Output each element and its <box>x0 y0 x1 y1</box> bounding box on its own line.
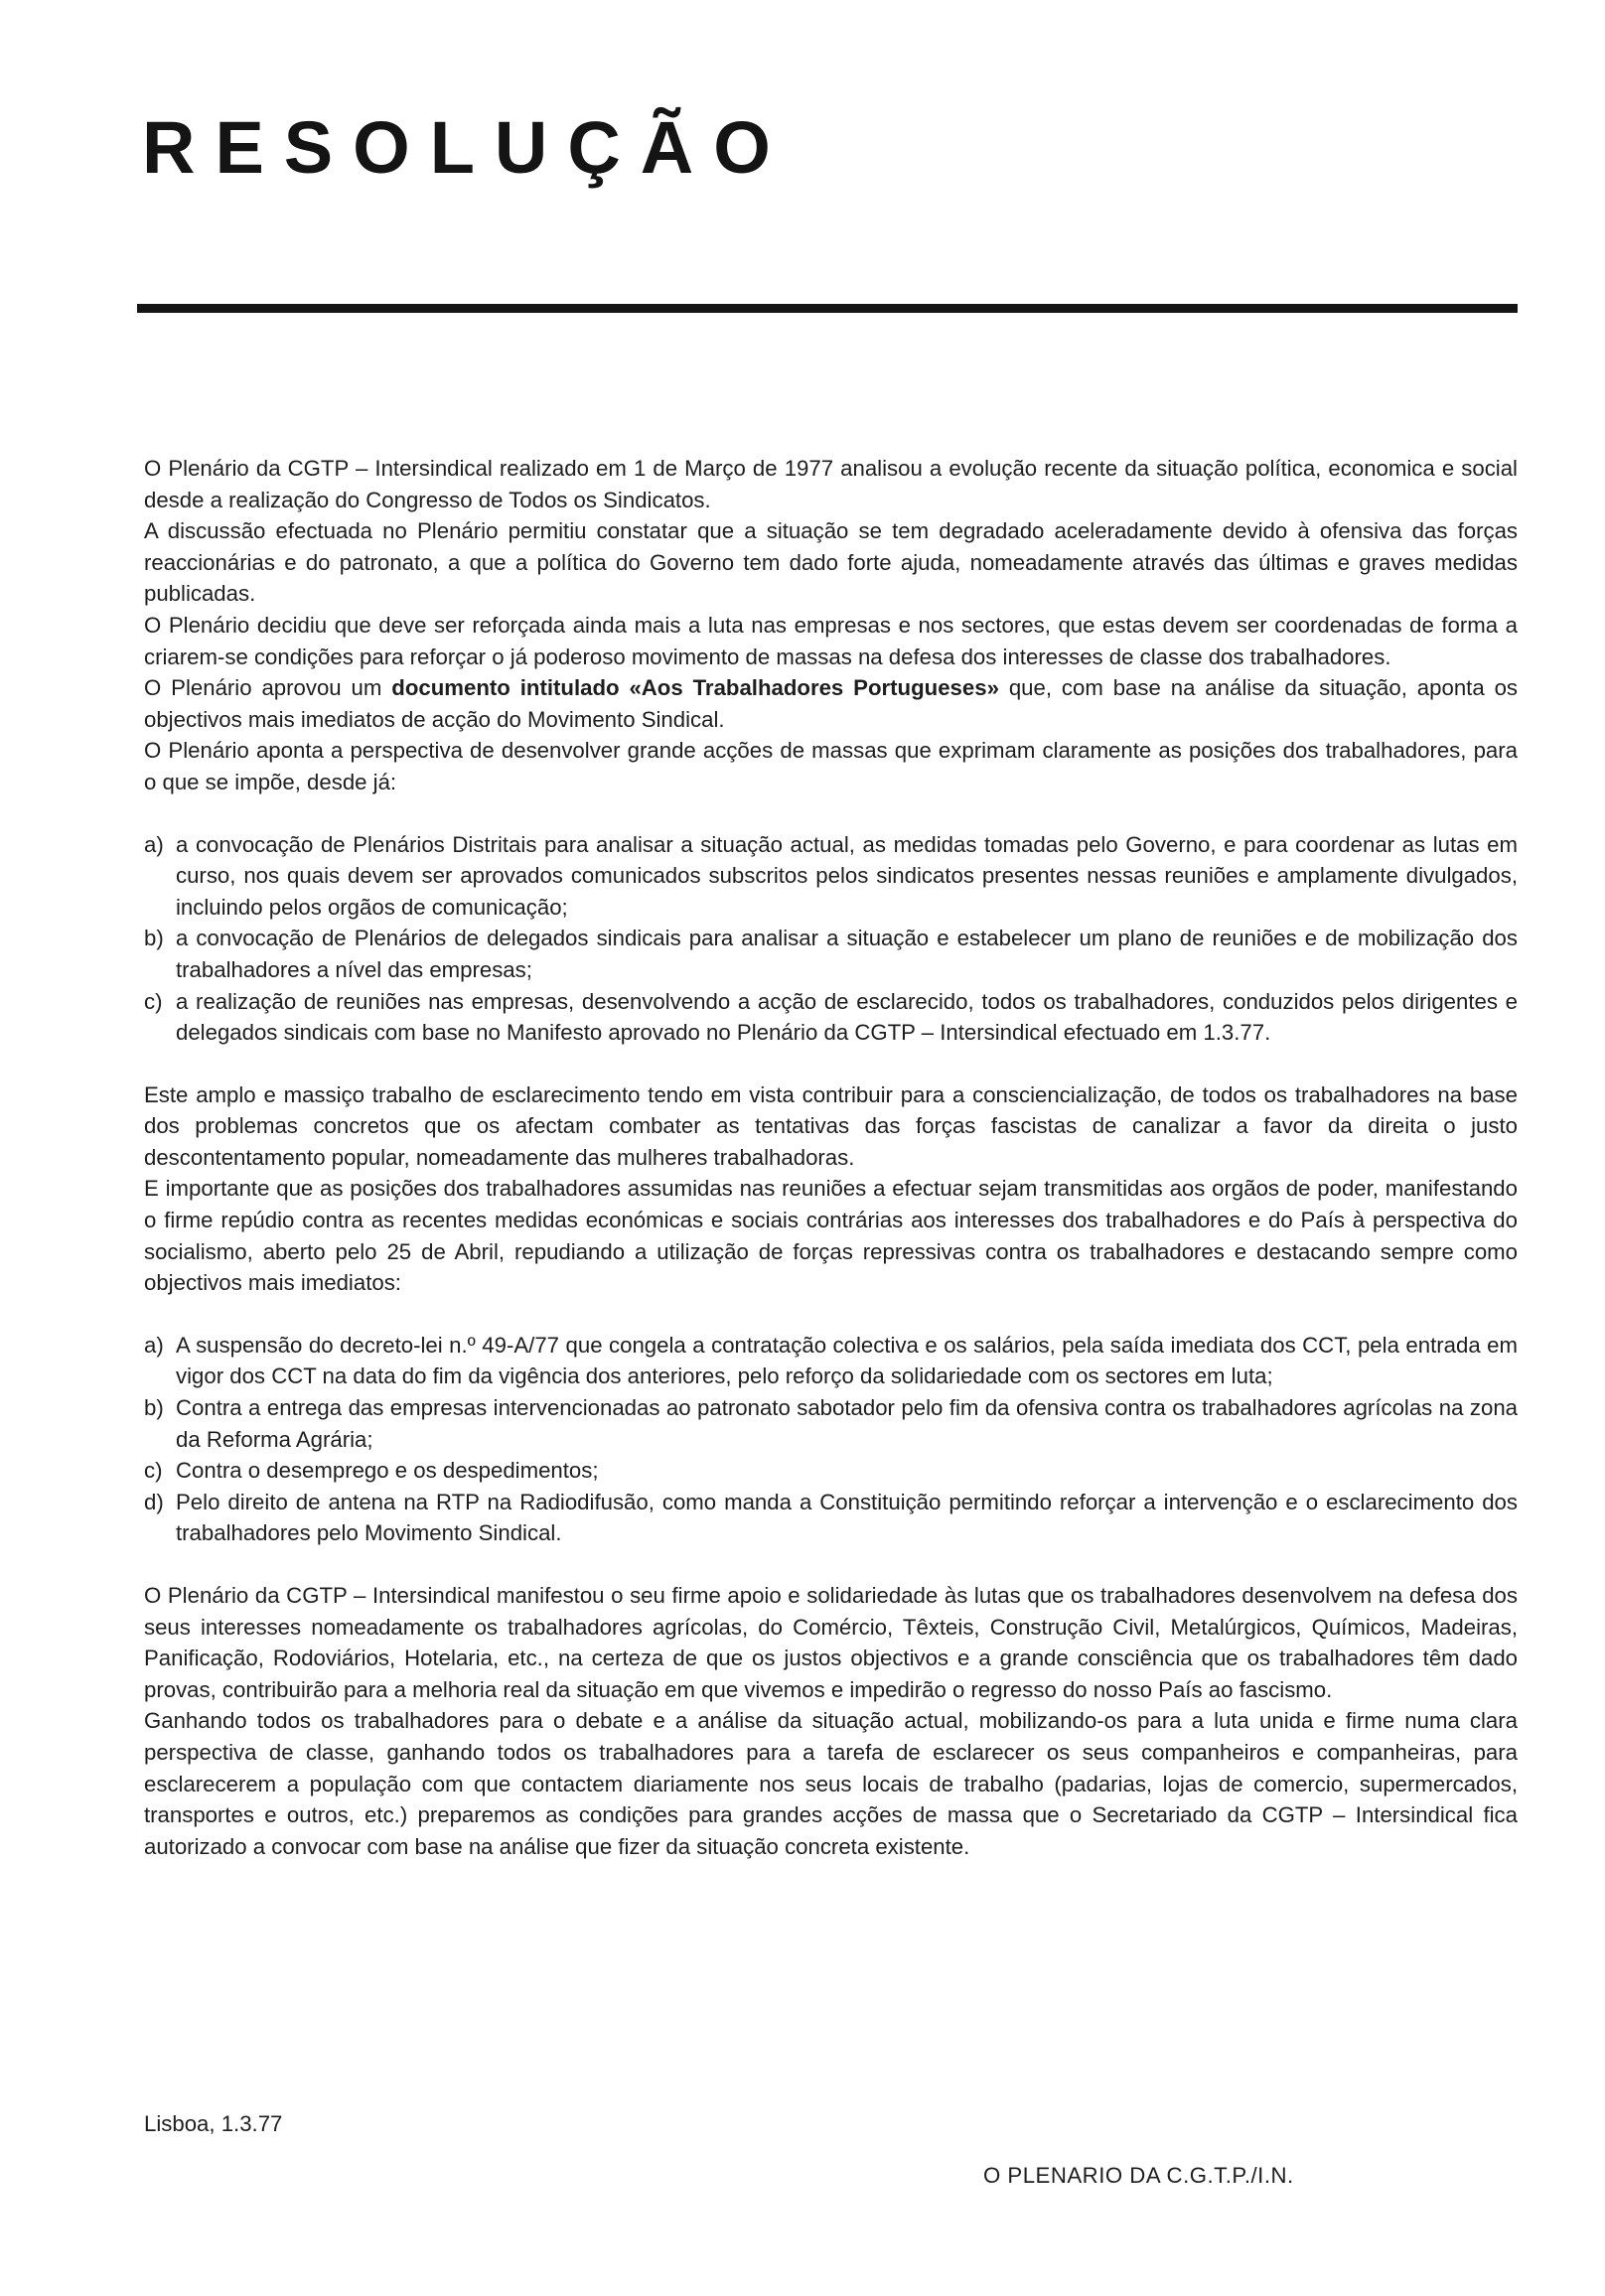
paragraph: E importante que as posições dos trabalhadores assumidas nas reuniões a efectuar sejam transmitidas aos orgãos de poder, manifestando o firme repúdio contra as recentes medidas económicas e sociais contrárias aos interesses dos trabalhadores e do País à perspectiva do socialismo, aberto pelo 25 de Abril, repudiando a utilização de forças repressivas contra os trabalhadores e destacando sempre como objectivos mais imediatos: <box>144 1176 1518 1296</box>
list-text: Contra a entrega das empresas intervencionadas ao patronato sabotador pelo fim da ofensiva contra os trabalhadores agrícolas na zona da Reforma Agrária; <box>176 1395 1518 1452</box>
paragraph: A discussão efectuada no Plenário permitiu constatar que a situação se tem degradado aceleradamente devido à ofensiva das forças reaccionárias e do patronato, a que a política do Governo tem dado forte ajuda, nomeadamente através das últimas e graves medidas publicadas. <box>144 518 1518 607</box>
list-text: A suspensão do decreto-lei n.º 49-A/77 que congela a contratação colectiva e os salários, pela saída imediata dos CCT, pela entrada em vigor dos CCT na data do fim da vigência dos anteriores, pelo reforço da solidariedade com os sectores em luta; <box>176 1332 1518 1389</box>
list-item <box>144 1330 1518 1392</box>
place-date: Lisboa, 1.3.77 <box>144 2111 283 2136</box>
list-text: a convocação de Plenários Distritais para analisar a situação actual, as medidas tomadas pelo Governo, e para coordenar as lutas em curso, nos quais devem ser aprovados comunicados subscritos pelos sindicatos presentes nessas reuniões e amplamente divulgados, incluindo pelos orgãos de comunicação; <box>176 831 1518 920</box>
paragraph: Este amplo e massiço trabalho de esclarecimento tendo em vista contribuir para a consciencialização, de todos os trabalhadores na base dos problemas concretos que os afectam combater as tentativas das forças fascistas de canalizar a favor da direita o justo descontentamento popular, nomeadamente das mulheres trabalhadoras. <box>144 1081 1518 1170</box>
list-label: c) <box>144 988 163 1014</box>
list-item <box>144 923 1518 985</box>
page-title: RESOLUÇÃO <box>142 106 791 189</box>
paragraph: O Plenário da CGTP – Intersindical realizado em 1 de Março de 1977 analisou a evolução recente da situação política, economica e social desde a realização do Congresso de Todos os Sindicatos. <box>144 456 1518 512</box>
list-item <box>144 1392 1518 1455</box>
document-title: documento intitulado «Aos Trabalhadores Portugueses» <box>391 675 999 701</box>
list-text: a realização de reuniões nas empresas, desenvolvendo a acção de esclarecido, todos os trabalhadores, conduzidos pelos dirigentes e delegados sindicais com base no Manifesto aprovado no Plenário da CGTP – Intersindical efectuado em 1.3.77. <box>176 988 1518 1046</box>
list-label: a) <box>144 1332 164 1358</box>
paragraph <box>144 672 1518 735</box>
list-label: b) <box>144 1395 164 1421</box>
list-item <box>144 829 1518 924</box>
paragraph-text: O Plenário aprovou um <box>144 675 392 701</box>
list-item <box>144 986 1518 1049</box>
paragraph: O Plenário da CGTP – Intersindical manifestou o seu firme apoio e solidariedade às lutas que os trabalhadores desenvolvem na defesa dos seus interesses nomeadamente os trabalhadores agrícolas, do Comércio, Têxteis, Construção Civil, Metalúrgicos, Químicos, Madeiras, Panificação, Rodoviários, Hotelaria, etc., na certeza de que os justos objectivos e a grande consciência que os trabalhadores têm dado provas, contribuirão para a melhoria real da situação em que vivemos e impedirão o regresso do nosso País ao fascismo. <box>144 1583 1518 1702</box>
list-label: b) <box>144 926 164 951</box>
list-text: a convocação de Plenários de delegados sindicais para analisar a situação e estabelecer um plano de reuniões e de mobilização dos trabalhadores a nível das empresas; <box>176 926 1518 982</box>
list-text: Contra o desemprego e os despedimentos; <box>176 1458 599 1484</box>
signature: O PLENARIO DA C.G.T.P./I.N. <box>983 2163 1294 2188</box>
paragraph-text: que, com base na análise da situação, aponta os objectivos mais imediatos de acção do Movimento Sindical. <box>144 675 1519 732</box>
paragraph: O Plenário decidiu que deve ser reforçada ainda mais a luta nas empresas e nos sectores, que estas devem ser coordenadas de forma a criarem-se condições para reforçar o já poderoso movimento de massas na defesa dos interesses de classe dos trabalhadores. <box>144 612 1518 669</box>
list-item <box>144 1455 1518 1487</box>
resolution-body <box>144 453 1518 1862</box>
list-label: d) <box>144 1489 164 1514</box>
list-item <box>144 1487 1518 1549</box>
list-label: c) <box>144 1458 163 1484</box>
list-label: a) <box>144 831 164 857</box>
paragraph: O Plenário aponta a perspectiva de desenvolver grande acções de massas que exprimam claramente as posições dos trabalhadores, para o que se impõe, desde já: <box>144 738 1518 794</box>
title-divider <box>137 304 1518 313</box>
paragraph: Ganhando todos os trabalhadores para o debate e a análise da situação actual, mobilizando-os para a luta unida e firme numa clara perspectiva de classe, ganhando todos os trabalhadores para a tarefa de esclarecer os seus companheiros e companheiras, para esclarecerem a população com que contactem diariamente nos seus locais de trabalho (padarias, lojas de comercio, supermercados, transportes e outros, etc.) preparemos as condições para grandes acções de massa que o Secretariado da CGTP – Intersindical fica autorizado a convocar com base na análise que fizer da situação concreta existente. <box>144 1708 1518 1859</box>
list-text: Pelo direito de antena na RTP na Radiodifusão, como manda a Constituição permitindo reforçar a intervenção e o esclarecimento dos trabalhadores pelo Movimento Sindical. <box>176 1489 1518 1546</box>
